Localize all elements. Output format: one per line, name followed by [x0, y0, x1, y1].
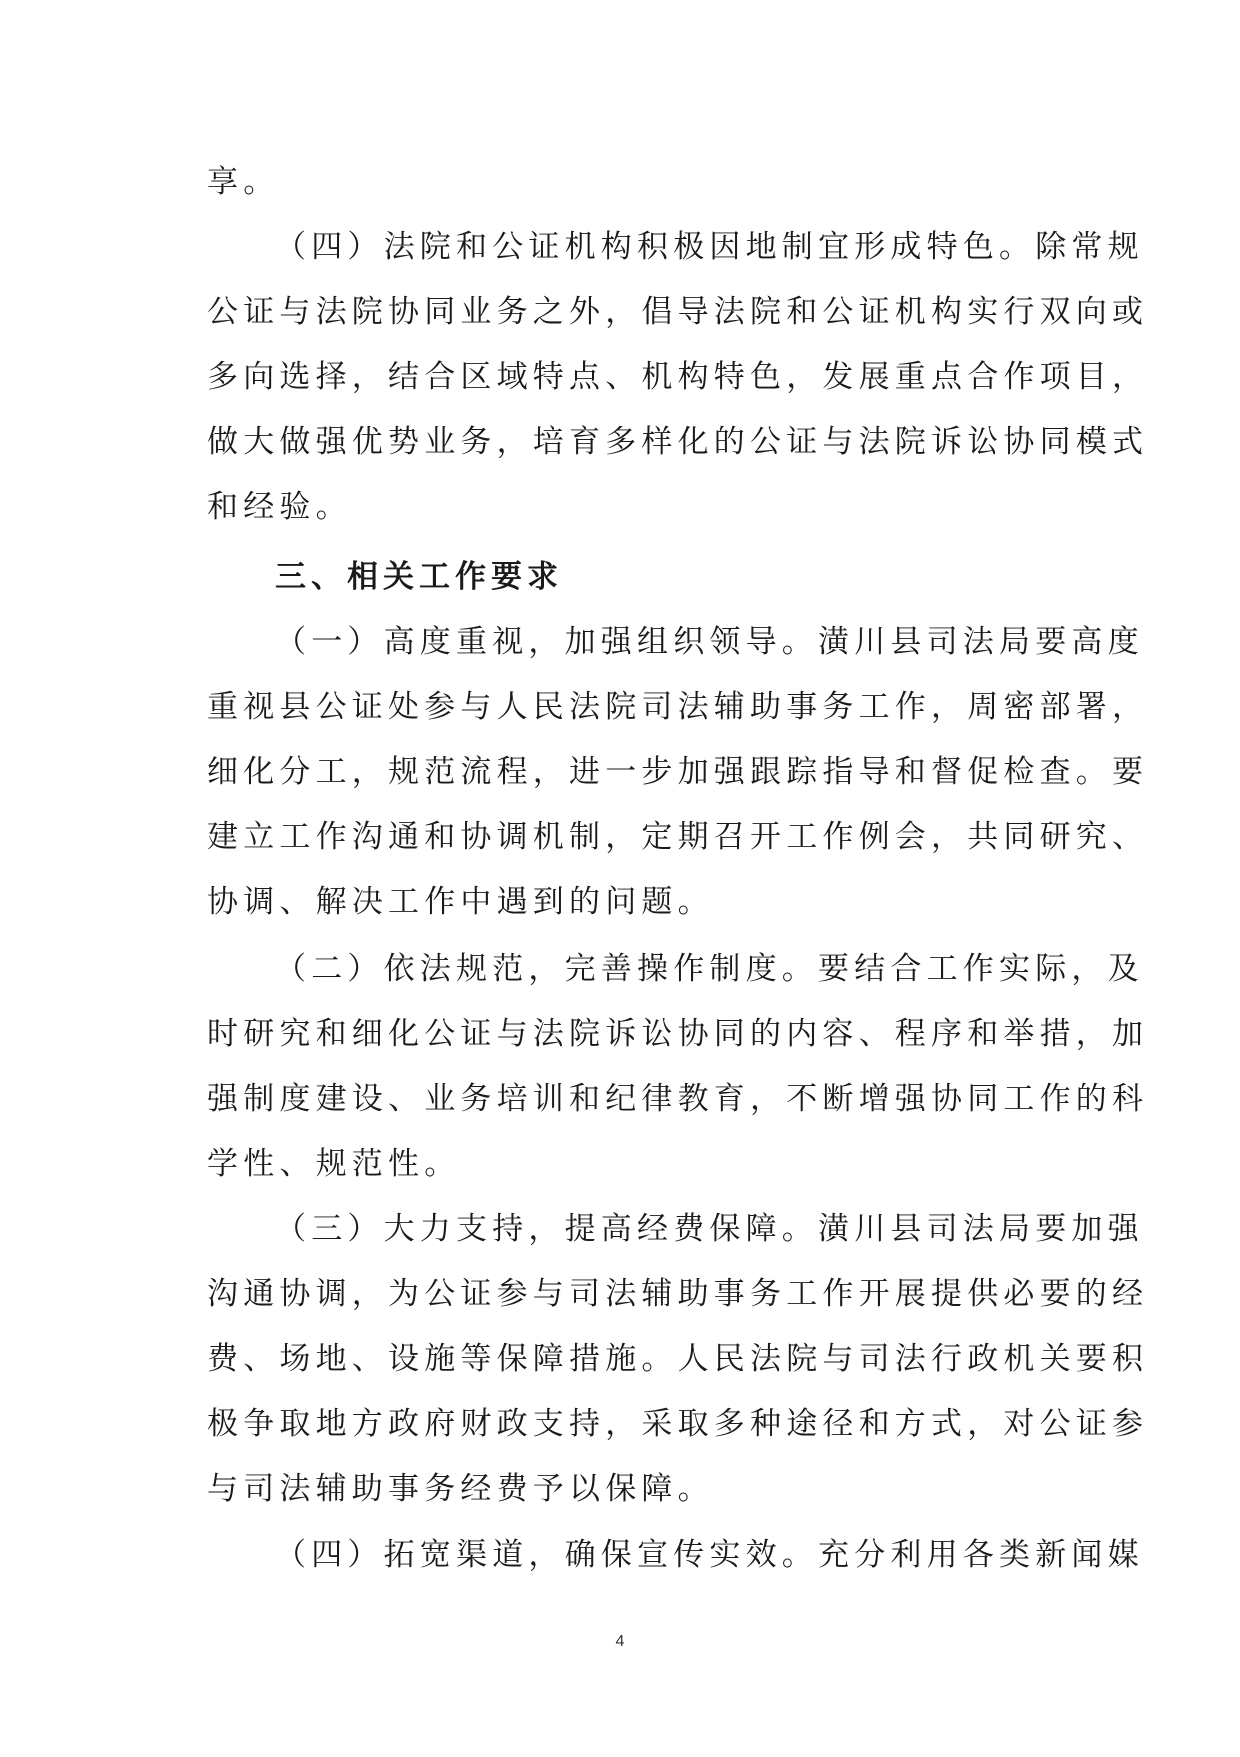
paragraph-line-13: （二）依法规范，完善操作制度。要结合工作实际，及: [275, 951, 1144, 987]
paragraph-line-8: （一）高度重视，加强组织领导。潢川县司法局要高度: [275, 624, 1144, 660]
paragraph-line-19: 费、场地、设施等保障措施。人民法院与司法行政机关要积: [207, 1341, 1149, 1377]
paragraph-line-9: 重视县公证处参与人民法院司法辅助事务工作，周密部署，: [207, 689, 1149, 725]
section-heading: 三、相关工作要求: [275, 559, 563, 595]
paragraph-line-22: （四）拓宽渠道，确保宣传实效。充分利用各类新闻媒: [275, 1537, 1144, 1573]
page-number: 4: [615, 1633, 625, 1650]
paragraph-line-3: 公证与法院协同业务之外，倡导法院和公证机构实行双向或: [207, 294, 1149, 330]
paragraph-line-21: 与司法辅助事务经费予以保障。: [207, 1471, 714, 1507]
paragraph-line-14: 时研究和细化公证与法院诉讼协同的内容、程序和举措，加: [207, 1016, 1149, 1052]
paragraph-line-2: （四）法院和公证机构积极因地制宜形成特色。除常规: [275, 229, 1144, 265]
paragraph-line-5: 做大做强优势业务，培育多样化的公证与法院诉讼协同模式: [207, 424, 1149, 460]
paragraph-line-16: 学性、规范性。: [207, 1146, 461, 1182]
paragraph-line-10: 细化分工，规范流程，进一步加强跟踪指导和督促检查。要: [207, 754, 1149, 790]
paragraph-line-15: 强制度建设、业务培训和纪律教育，不断增强协同工作的科: [207, 1081, 1149, 1117]
paragraph-line-17: （三）大力支持，提高经费保障。潢川县司法局要加强: [275, 1211, 1144, 1247]
paragraph-line-11: 建立工作沟通和协调机制，定期召开工作例会，共同研究、: [207, 819, 1149, 855]
paragraph-line-12: 协调、解决工作中遇到的问题。: [207, 884, 714, 920]
paragraph-line-18: 沟通协调，为公证参与司法辅助事务工作开展提供必要的经: [207, 1276, 1149, 1312]
paragraph-line-20: 极争取地方政府财政支持，采取多种途径和方式，对公证参: [207, 1406, 1149, 1442]
paragraph-line-1: 享。: [207, 164, 280, 200]
paragraph-line-6: 和经验。: [207, 489, 352, 525]
paragraph-line-4: 多向选择，结合区域特点、机构特色，发展重点合作项目，: [207, 359, 1149, 395]
